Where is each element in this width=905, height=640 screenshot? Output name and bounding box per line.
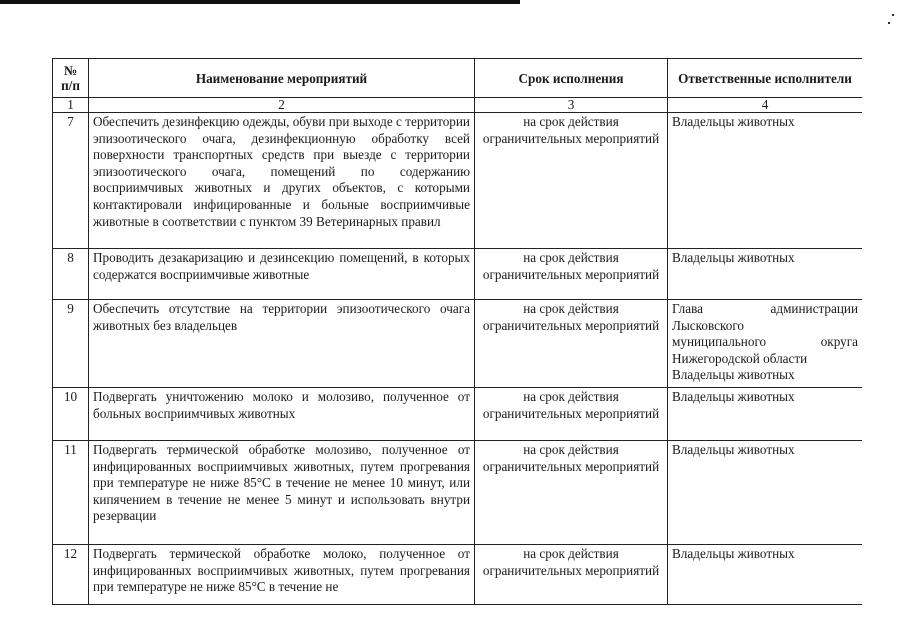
measure-title: Подвергать термической обработке молоко, полученное от инфицированных восприимчивых животных, путем прогревания при температуре не ниже 85°С в течение не — [89, 545, 475, 605]
header-title: Наименование мероприятий — [89, 59, 475, 98]
row-number: 10 — [53, 388, 89, 441]
measure-responsible — [668, 113, 863, 249]
responsible-line: Владельцы животных — [672, 389, 795, 404]
measure-title: Подвергать уничтожению молоко и молозиво, полученное от больных восприимчивых животных — [89, 388, 475, 441]
measure-deadline: на срок действия ограничительных мероприятий — [475, 545, 668, 605]
responsible-line: Владельцы животных — [672, 114, 795, 129]
measure-title: Обеспечить отсутствие на территории эпизоотического очага животных без владельцев — [89, 300, 475, 388]
scan-edge-artifact — [0, 0, 520, 4]
measure-responsible — [668, 441, 863, 545]
column-number: 1 — [53, 98, 89, 113]
measure-title: Подвергать термической обработке молозиво, полученное от инфицированных восприимчивых животных, путем прогревания при температуре не ниже 85°С в течение не менее 10 минут, или кипячением в течение не менее 5 минут и использовать внутри резервации — [89, 441, 475, 545]
measure-responsible — [668, 300, 863, 388]
table-row — [53, 113, 863, 249]
measure-deadline: на срок действия ограничительных мероприятий — [475, 441, 668, 545]
responsible-line: муниципального округа — [672, 334, 858, 350]
responsible-line: Владельцы животных — [672, 546, 795, 561]
measure-deadline: на срок действия ограничительных мероприятий — [475, 113, 668, 249]
column-number: 2 — [89, 98, 475, 113]
column-number: 3 — [475, 98, 668, 113]
row-number: 7 — [53, 113, 89, 249]
measure-responsible — [668, 388, 863, 441]
row-number: 12 — [53, 545, 89, 605]
measure-title: Обеспечить дезинфекцию одежды, обуви при выходе с территории эпизоотического очага, дезинфекционную обработку всей поверхности транспортных средств при выезде с территории эпизоотического очага, помещений по содержанию восприимчивых животных и других объектов, с которыми контактировали инфицированные и больные восприимчивые животные в соответствии с пунктом 39 Ветеринарных правил — [89, 113, 475, 249]
measure-deadline: на срок действия ограничительных мероприятий — [475, 300, 668, 388]
measure-deadline: на срок действия ограничительных мероприятий — [475, 388, 668, 441]
measures-table — [52, 58, 862, 605]
responsible-line: Владельцы животных — [672, 250, 795, 265]
measure-title: Проводить дезакаризацию и дезинсекцию помещений, в которых содержатся восприимчивые животные — [89, 249, 475, 300]
table-row — [53, 388, 863, 441]
column-number: 4 — [668, 98, 863, 113]
header-deadline: Срок исполнения — [475, 59, 668, 98]
header-responsible: Ответственные исполнители — [668, 59, 863, 98]
responsible-line: Владельцы животных — [672, 367, 795, 383]
table-row — [53, 249, 863, 300]
responsible-line: Лысковского — [672, 317, 744, 333]
measure-deadline: на срок действия ограничительных мероприятий — [475, 249, 668, 300]
row-number: 8 — [53, 249, 89, 300]
column-numbering-row — [53, 98, 863, 113]
table-row — [53, 545, 863, 605]
table-header-row — [53, 59, 863, 98]
scan-speck — [888, 22, 890, 24]
row-number: 9 — [53, 300, 89, 388]
header-number: № п/п — [53, 59, 89, 98]
measure-responsible — [668, 545, 863, 605]
table-row — [53, 300, 863, 388]
measure-responsible — [668, 249, 863, 300]
responsible-line: Владельцы животных — [672, 442, 795, 457]
responsible-line: Нижегородской области — [672, 350, 808, 366]
table-row — [53, 441, 863, 545]
document-page — [52, 58, 862, 640]
row-number: 11 — [53, 441, 89, 545]
scan-speck — [892, 14, 894, 16]
responsible-line: Глава администрации — [672, 301, 858, 316]
